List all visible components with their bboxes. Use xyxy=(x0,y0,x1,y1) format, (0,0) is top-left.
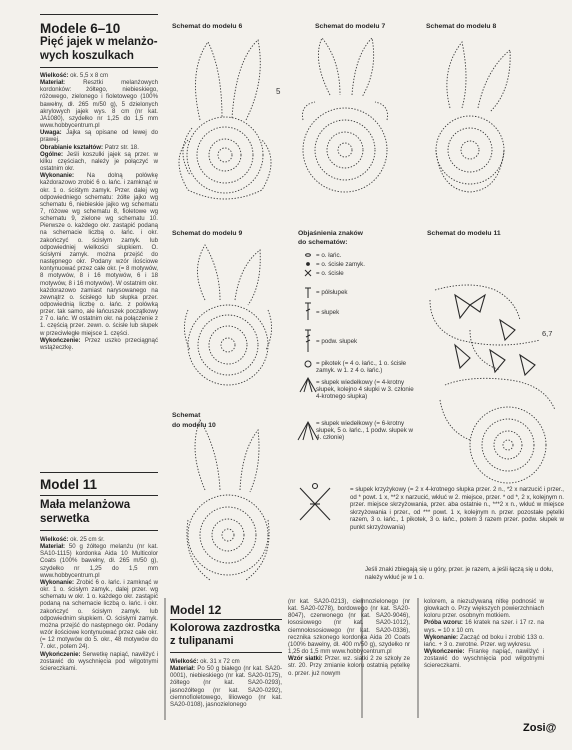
text: Na dolną połówkę każdorazowo zrobić 6 o. łańc. i zamknąć w okr. 1 o. ściśtym zamyk. Przer. dalej wg odpowiedniego schematu: żółte jajko wg schematu 6, niebieskie jajko wg schematu 7, różowe wg schematu 8, fioletowe wg schematu 9, zielone wg schematu 10. Pierwsze o. każdego okr. zastąpić podaną na schemacie liczbą o. łańc. i okr. zakończyć o. ścisłym zamyk. lub odpowiedniej wielkości słupkiem. O. ścisłymi zamyk. można przejść do następnego okr. Podany wzór ilościowe kontynuować przez całe okr. (= 8 motywów, 8 motywów, 8 i 16 motywów, 6 i 18 motywów, 8 i 16 motywów). W ostatnim okr. każdorazowo zamiast narysowanego na zewnątrz o. ścisłego lub słupka przer. odpowiednią liczbę o. łańc. z połówką przer. tak samo, ale łańcuszek początkowy z 7 o. łańc. W ostatnim okr. na połączenie z 1. częścią przer. zewn. o. ścisłe lub słupek w przeciwległe miejsce 1. części. xyxy=(40,172,158,337)
text: Serwetkę napiąć, nawilżyć i zostawić do wyschnięcia pod wilgotnymi ściereczkami. xyxy=(40,650,158,672)
legend-double: = słupek xyxy=(316,309,340,316)
diagram-10 xyxy=(187,420,269,580)
watermark-brand: Zosi@ xyxy=(523,722,557,734)
legend-picot: = pikotek (= 4 o. łańc., 1 o. ścisłe zamyk. w 1. z 4 o. łańc.) xyxy=(316,360,407,375)
round-number-6-7: 6,7 xyxy=(542,329,553,338)
legend-fan-stitch-1: = słupek wiedełkowy (= 4-krotny słupek, kolejno 4 słupki w 3. członie 4-krotnego słupka) xyxy=(316,379,414,401)
cross-stitch-note: = słupek krzyżykowy (= 2 x 4-krotnego słupka przer. 2 n., *2 x narzucić i przer., od * powt. 1 x, **2 x narzucić, wkłuć w 2. miejsce, przer. * od *, 2 x, kolejnym n. przer. miejsce skrzyżowania, przer. aba ostatnie n., ***2 x n., wkłuć w miejsce skrzyżowania i przer., od *** powt. 1 x, kolejnym n. przer. pozostałe pętelki razem, 3 o. łańc., 1 pikotek, 3 o. łańc., potem 3 razem przer. podw. słupek w punkt skrzyżowania) xyxy=(350,486,564,531)
text: Patrz str. 18. xyxy=(104,143,139,151)
label: Materiał: xyxy=(170,665,196,673)
model-12-title: Model 12 xyxy=(170,603,222,617)
legend-symbols xyxy=(298,254,318,440)
label: Materiał: xyxy=(40,79,66,87)
schemat-6-label: Schemat do modelu 6 xyxy=(172,23,243,30)
text: ok. 31 x 72 cm xyxy=(200,658,240,665)
label: Wykończenie: xyxy=(40,650,81,658)
legend-fan-stitch-2: = słupek wiedełkowy (= 6-krotny słupek, 5 o. łańc., 1 podw. słupek w 4. członie) xyxy=(316,420,413,442)
model-11-title: Model 11 xyxy=(40,477,98,492)
model-12-subtitle-2: z tulipanami xyxy=(170,635,234,647)
sc-symbol-icon xyxy=(305,270,311,276)
legend-chain: = o. łańc. xyxy=(316,252,342,259)
rule xyxy=(170,652,282,653)
schemat-9-label: Schemat do modelu 9 xyxy=(172,230,243,237)
diagram-11 xyxy=(430,285,555,483)
legend-half-double: = półsłupek xyxy=(316,289,348,296)
label: Próba wzoru: xyxy=(424,619,463,627)
tr-symbol-icon xyxy=(305,330,311,352)
text: ok. 25 cm śr. xyxy=(70,536,105,543)
label: Wykonanie: xyxy=(424,633,459,641)
model-12-subtitle-1: Kolorowa zazdrostka xyxy=(170,622,281,634)
legend-title-1: Objaśnienia znaków xyxy=(298,230,363,237)
text: (nr kat. SA20-0213), ciemnozielonego (nr kat. SA20-0278), bordowego (nr kat. SA20-8047), czerwonego (nr kat. SA20-9046), łososiowego (nr kat. SA20-1012), ciemnołososiowego (nr kat. SA20-0336), recznika szkonego kordonka Aida 20 Coats (100% bawełny, dł. 400 m/50 g), szydełko nr 1,25 do 1,5 mm www.hobbycentrum.pl xyxy=(288,598,410,656)
label: Wielkość: xyxy=(170,658,199,665)
text: Resztki melanżowych kordonków: żółtego, niebieskiego, różowego, zielonego i fioletowego (100% bawełny, dł. 265 m/50 g), 5 dzielonych akrylowych jajek wys. 8 cm (nr kat. JA1080), szydełko nr 1,25 do 1,5 mm www.hobbycentrum.pl xyxy=(40,79,158,130)
model-11-subtitle-2: serwetka xyxy=(40,512,90,525)
label: Wykończenie: xyxy=(424,648,465,656)
schemat-11-label: Schemat do modelu 11 xyxy=(427,230,501,237)
rule xyxy=(170,619,282,620)
text: Firankę napiąć, nawilżyć i zostawić do wyschnięcia pod wilgotnymi ściereczkami. xyxy=(424,648,544,670)
diagram-8 xyxy=(436,42,510,192)
fan-1-symbol-icon xyxy=(300,378,316,392)
round-number-5: 5 xyxy=(276,87,281,96)
label: Ogólne: xyxy=(40,150,64,158)
label: Wzór siatki: xyxy=(288,655,323,663)
fan-2-symbol-icon xyxy=(298,422,318,440)
picot-symbol-icon xyxy=(305,361,311,367)
chain-symbol-icon xyxy=(306,254,311,257)
text: ok. 5,5 x 8 cm xyxy=(70,72,109,79)
legend-treble: = podw. słupek xyxy=(316,338,358,345)
diagram-11-leaves xyxy=(455,295,535,375)
schemat-10-label-1: Schemat xyxy=(172,412,201,419)
diagram-7 xyxy=(303,38,388,192)
text: Przer. wz. siatki 2 ze szkoły ze str. 20. Przy zmianie koloru ostatnią pętelkę o. przer. już nowym xyxy=(288,655,410,677)
model-12-body xyxy=(170,658,282,708)
model-12-column-3 xyxy=(424,598,544,670)
label: Wykonanie: xyxy=(40,578,75,586)
text: Jajka są opisane od lewej do prawej. xyxy=(40,129,158,144)
label: Wykończenie: xyxy=(40,336,81,344)
model-11-subtitle-1: Mała melanżowa xyxy=(40,499,131,511)
diagram-9 xyxy=(184,245,271,385)
label: Obrabianie kształtów: xyxy=(40,143,103,151)
hdc-symbol-icon xyxy=(305,288,311,298)
label: Wielkość: xyxy=(40,536,69,543)
model-12-section xyxy=(170,603,282,708)
text: Jeśli koszulki jajek są przer. w kilku częściach, należy je połączyć w ostatnim okr. xyxy=(40,150,158,173)
legend-slip-stitch: = o. ścisłe zamyk. xyxy=(316,261,365,268)
text: kolorem, a niezużywaną nitkę podnosić w głowkach o. Przy większych powierzchniach koloru przer. osobnym motkiem. xyxy=(424,598,544,620)
schemat-7-label: Schemat do modelu 7 xyxy=(315,23,386,30)
text: Zrobić 6 o. łańc. i zamknąć w okr. 1 o. ścisłym zamyk., dalej przer. wg schematu w okr. 1 o. każdego okr. zastąpić podaną na schemacie liczbą o. łańc. i okr. zakończyć o. ścisłym zamyk. lub odpowiednim słupkiem. O. ścisłymi zamyk. można przejść do następnego okr. Podany wzór ilościowe kontynuować przez całe okr. (= 12 motywów do 5. okr., 48 motywów do 7. okr., potem 24). xyxy=(40,578,158,651)
legend-title-2: do schematów: xyxy=(298,239,348,246)
text: Zacząć od boku i zrobić 133 o. łańc. + 3 o. zwrotne. Przer. wg wykresu. xyxy=(424,633,544,648)
text: 50 g żółtego melanżu (nr kat. SA10-1115) kordonka Aida 10 Multicolor Coats (100% bawełny, dł. 265 m/50 g), szydełko nr 1,25 do 1,5 mm www.hobbycentrum.pl xyxy=(40,543,158,579)
label: Wykonanie: xyxy=(40,172,75,180)
schemat-8-label: Schemat do modelu 8 xyxy=(426,23,497,30)
model-6-10-subtitle-2: wych koszulkach xyxy=(40,49,134,62)
label: Materiał: xyxy=(40,543,66,551)
dc-symbol-icon xyxy=(305,303,311,320)
text: Po 50 g białego (nr kat. SA20-0001), niebieskiego (nr kat. SA20-0175), żółtego (nr kat. SA20-0293), jasnożółtego (nr kat. SA20-0292), ciemnofioletowego, liliowego (nr kat. SA20-0108), jasnozielonego xyxy=(170,665,282,708)
schemat-10-label-2: do modelu 10 xyxy=(172,422,216,429)
label: Uwaga: xyxy=(40,129,62,137)
slip-stitch-symbol-icon xyxy=(307,263,310,266)
model-6-10-title: Modele 6–10 xyxy=(40,21,121,36)
diagram-6 xyxy=(179,40,271,199)
label: Wielkość: xyxy=(40,72,69,79)
text: Przez uszko przeciągnąć wstążeczkę. xyxy=(40,336,158,351)
join-note: Jeśli znaki zbiegają się u góry, przer. je razem, a jeśli łączą się u dołu, należy wkłuć je w 1 o. xyxy=(365,566,554,581)
model-6-10-subtitle-1: Pięć jajek w melanżo- xyxy=(40,36,158,48)
legend-single-crochet: = o. ścisłe xyxy=(316,270,344,277)
cross-stitch-symbol-icon xyxy=(300,484,330,521)
model-12-column-2 xyxy=(288,598,410,677)
text: 16 kratek na szer. i 17 rz. na wys. = 10 x 10 cm. xyxy=(424,619,544,634)
